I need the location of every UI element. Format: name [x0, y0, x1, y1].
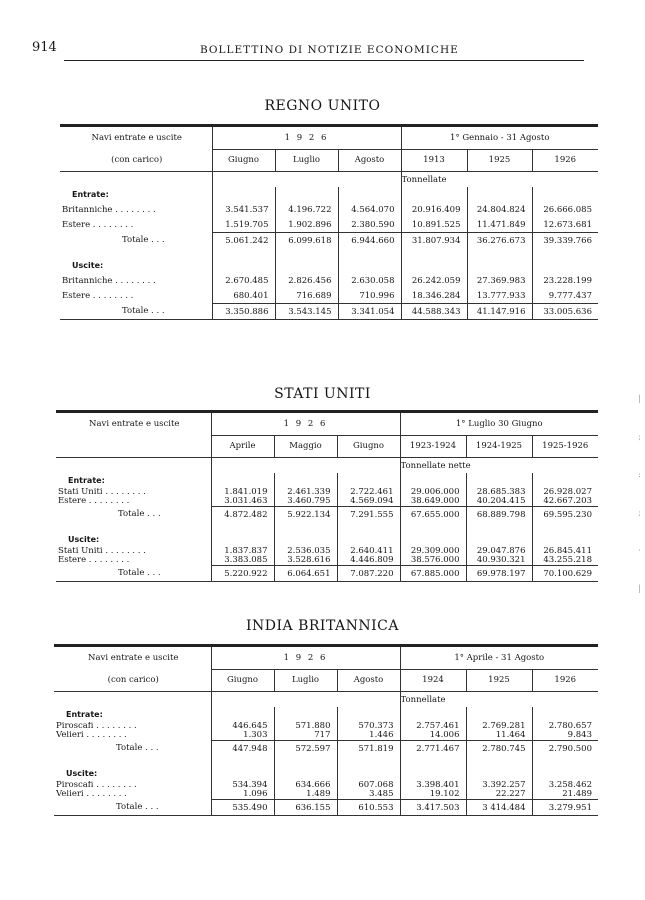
value-cell: 634.666 — [274, 781, 337, 790]
blank-cell — [466, 766, 532, 781]
column-header: 1925 — [467, 149, 532, 172]
entrate-label: Entrate: — [66, 710, 103, 719]
table-row — [60, 217, 598, 233]
blank-cell — [532, 756, 598, 766]
total-row — [60, 304, 598, 320]
value-cell: 7.291.555 — [337, 507, 400, 523]
value-cell: 1.303 — [211, 731, 274, 741]
value-cell: 610.553 — [337, 800, 400, 816]
blank-cell — [400, 473, 466, 488]
value-cell: 38.649.000 — [400, 497, 466, 507]
unit-label: Tonnellate — [400, 692, 598, 708]
value-cell: 1.489 — [274, 790, 337, 800]
blank-cell — [337, 473, 400, 488]
value-cell: 2.630.058 — [338, 273, 401, 288]
value-cell: 4.446.809 — [337, 556, 400, 566]
value-cell: 4.196.722 — [275, 202, 338, 217]
stat-table — [56, 410, 598, 582]
value-cell: 636.155 — [274, 800, 337, 816]
value-cell: 3.543.145 — [275, 304, 338, 320]
value-cell: 26.242.059 — [401, 273, 467, 288]
value-cell: 3.383.085 — [211, 556, 274, 566]
blank-cell — [337, 522, 400, 532]
blank-cell — [274, 473, 337, 488]
value-cell: 13.777.933 — [467, 288, 532, 304]
row-label: Estere . . . . . . . . — [58, 556, 130, 566]
value-cell: 67.885.000 — [400, 566, 466, 582]
blank-cell — [211, 522, 274, 532]
blank-cell — [466, 756, 532, 766]
blank-cell — [400, 522, 466, 532]
value-cell: 22.227 — [466, 790, 532, 800]
value-cell: 680.401 — [212, 288, 275, 304]
section-title-regno-unito: REGNO UNITO — [264, 98, 381, 114]
row-label: Totale . . . — [118, 509, 161, 520]
value-cell: 3.258.462 — [532, 781, 598, 790]
value-cell: 1.446 — [337, 731, 400, 741]
blank-cell — [400, 532, 466, 547]
value-cell: 26.666.085 — [532, 202, 598, 217]
stat-table — [54, 644, 598, 816]
blank-cell — [532, 522, 598, 532]
value-cell: 3.541.537 — [212, 202, 275, 217]
group-header-period: 1° Gennaio - 31 Agosto — [401, 126, 598, 150]
value-cell: 2.536.035 — [274, 547, 337, 556]
value-cell: 2.640.411 — [337, 547, 400, 556]
table-row — [60, 273, 598, 288]
column-header: 1925-1926 — [532, 435, 598, 458]
value-cell: 6.099.618 — [275, 233, 338, 249]
value-cell: 1.096 — [211, 790, 274, 800]
table-row — [54, 722, 598, 731]
blank-cell — [467, 248, 532, 258]
blank-cell — [211, 692, 400, 708]
column-header: Giugno — [212, 149, 275, 172]
value-cell: 12.673.681 — [532, 217, 598, 233]
table-row — [60, 288, 598, 304]
value-cell: 1.841.019 — [211, 488, 274, 497]
blank-cell — [56, 522, 211, 532]
table-row — [56, 488, 598, 497]
blank-cell — [401, 187, 467, 202]
value-cell: 3.350.886 — [212, 304, 275, 320]
value-cell: 572.597 — [274, 741, 337, 757]
value-cell: 26.845.411 — [532, 547, 598, 556]
blank-cell — [212, 258, 275, 273]
value-cell: 28.685.383 — [466, 488, 532, 497]
column-header: Giugno — [337, 435, 400, 458]
blank-cell — [401, 258, 467, 273]
value-cell: 3.398.401 — [400, 781, 466, 790]
blank-cell — [211, 532, 274, 547]
group-header-period: 1° Luglio 30 Giugno — [400, 412, 598, 436]
value-cell: 5.220.922 — [211, 566, 274, 582]
value-cell: 11.471.849 — [467, 217, 532, 233]
value-cell: 534.394 — [211, 781, 274, 790]
value-cell: 39.339.766 — [532, 233, 598, 249]
value-cell: 2.790.500 — [532, 741, 598, 757]
column-header: Giugno — [211, 669, 274, 692]
column-header: Agosto — [338, 149, 401, 172]
value-cell: 27.369.983 — [467, 273, 532, 288]
row-header-label: Navi entrate e uscite — [54, 646, 211, 670]
row-label: Totale . . . — [122, 235, 165, 246]
row-label: Piroscafi . . . . . . . . — [56, 781, 137, 790]
value-cell: 4.569.094 — [337, 497, 400, 507]
value-cell: 41.147.916 — [467, 304, 532, 320]
value-cell: 2.780.657 — [532, 722, 598, 731]
value-cell: 570.373 — [337, 722, 400, 731]
blank-cell — [274, 522, 337, 532]
value-cell: 44.588.343 — [401, 304, 467, 320]
blank-cell — [275, 248, 338, 258]
column-header: 1913 — [401, 149, 467, 172]
value-cell: 9.843 — [532, 731, 598, 741]
value-cell: 571.880 — [274, 722, 337, 731]
column-header: 1926 — [532, 669, 598, 692]
value-cell: 38.576.000 — [400, 556, 466, 566]
blank-cell — [212, 172, 401, 188]
blank-cell — [467, 258, 532, 273]
blank-cell — [211, 473, 274, 488]
entrate-label: Entrate: — [72, 190, 109, 199]
blank-cell — [211, 707, 274, 722]
column-header: 1926 — [532, 149, 598, 172]
blank-cell — [532, 473, 598, 488]
blank-cell — [337, 707, 400, 722]
value-cell: 6.064.651 — [274, 566, 337, 582]
value-cell: 2.826.456 — [275, 273, 338, 288]
value-cell: 3.279.951 — [532, 800, 598, 816]
value-cell: 2.380.590 — [338, 217, 401, 233]
value-cell: 571.819 — [337, 741, 400, 757]
blank-cell — [275, 258, 338, 273]
value-cell: 6.944.660 — [338, 233, 401, 249]
uscite-label: Uscite: — [68, 535, 100, 544]
value-cell: 29.047.876 — [466, 547, 532, 556]
value-cell: 710.996 — [338, 288, 401, 304]
row-label: Piroscafi . . . . . . . . — [56, 722, 137, 731]
blank-cell — [274, 532, 337, 547]
value-cell: 607.068 — [337, 781, 400, 790]
value-cell: 14.006 — [400, 731, 466, 741]
group-header-period: 1° Aprile - 31 Agosto — [400, 646, 598, 670]
row-header-label: Navi entrate e uscite — [60, 126, 212, 150]
total-row — [56, 507, 598, 523]
row-label: Velieri . . . . . . . . — [56, 731, 127, 741]
row-header-label: Navi entrate e uscite — [56, 412, 211, 436]
row-label: Totale . . . — [60, 304, 212, 320]
table-row — [54, 731, 598, 741]
row-label: Estere . . . . . . . . — [62, 219, 134, 230]
value-cell: 29.309.000 — [400, 547, 466, 556]
value-cell: 3.528.616 — [274, 556, 337, 566]
blank-cell — [211, 766, 274, 781]
value-cell: 31.807.934 — [401, 233, 467, 249]
column-header: Maggio — [274, 435, 337, 458]
value-cell: 20.916.409 — [401, 202, 467, 217]
value-cell: 535.490 — [211, 800, 274, 816]
value-cell: 33.005.636 — [532, 304, 598, 320]
value-cell: 3.031.463 — [211, 497, 274, 507]
value-cell: 2.722.461 — [337, 488, 400, 497]
row-label: Estere . . . . . . . . — [62, 290, 134, 301]
value-cell: 24.804.824 — [467, 202, 532, 217]
value-cell: 42.667.203 — [532, 497, 598, 507]
value-cell: 2.757.461 — [400, 722, 466, 731]
row-label: Totale . . . — [116, 743, 159, 754]
margin-marks: | ; : ; · | — [638, 394, 641, 593]
value-cell: 1.837.837 — [211, 547, 274, 556]
value-cell: 3.485 — [337, 790, 400, 800]
row-label: Estere . . . . . . . . — [58, 497, 130, 507]
value-cell: 716.689 — [275, 288, 338, 304]
blank-cell — [274, 707, 337, 722]
value-cell: 446.645 — [211, 722, 274, 731]
value-cell: 68.889.798 — [466, 507, 532, 523]
column-header: Luglio — [275, 149, 338, 172]
row-label: Velieri . . . . . . . . — [56, 790, 127, 800]
value-cell: 5.922.134 — [274, 507, 337, 523]
blank-cell — [212, 187, 275, 202]
blank-cell — [338, 248, 401, 258]
section-title-india-britannica: INDIA BRITANNICA — [246, 618, 399, 634]
total-row — [54, 800, 598, 816]
blank-cell — [400, 766, 466, 781]
value-cell: 717 — [274, 731, 337, 741]
blank-cell — [274, 756, 337, 766]
uscite-label: Uscite: — [72, 261, 104, 270]
blank-cell — [212, 248, 275, 258]
blank-cell — [532, 258, 598, 273]
page-number: 914 — [32, 40, 57, 55]
blank-cell — [532, 532, 598, 547]
blank-cell — [337, 532, 400, 547]
entrate-label: Entrate: — [68, 476, 105, 485]
section-title-stati-uniti: STATI UNITI — [274, 386, 371, 402]
value-cell: 2.771.467 — [400, 741, 466, 757]
blank-cell — [54, 692, 211, 708]
blank-cell — [337, 766, 400, 781]
value-cell: 70.100.629 — [532, 566, 598, 582]
value-cell: 19.102 — [400, 790, 466, 800]
blank-cell — [60, 248, 212, 258]
total-row — [60, 233, 598, 249]
stat-table — [60, 124, 598, 320]
blank-cell — [274, 766, 337, 781]
value-cell: 2.461.339 — [274, 488, 337, 497]
value-cell: 29.006.000 — [400, 488, 466, 497]
column-header: Agosto — [337, 669, 400, 692]
value-cell: 9.777.437 — [532, 288, 598, 304]
value-cell: 3.392.257 — [466, 781, 532, 790]
blank-cell — [400, 756, 466, 766]
value-cell: 4.564.070 — [338, 202, 401, 217]
value-cell: 3 414.484 — [466, 800, 532, 816]
group-header-current-year: 1 9 2 6 — [211, 646, 400, 670]
blank-cell — [466, 707, 532, 722]
value-cell: 5.061.242 — [212, 233, 275, 249]
value-cell: 40.930.321 — [466, 556, 532, 566]
blank-cell — [466, 532, 532, 547]
value-cell: 1.902.896 — [275, 217, 338, 233]
value-cell: 4.872.482 — [211, 507, 274, 523]
value-cell: 26.928.027 — [532, 488, 598, 497]
value-cell: 69.978.197 — [466, 566, 532, 582]
value-cell: 23.228.199 — [532, 273, 598, 288]
unit-label: Tonnellate — [401, 172, 598, 188]
row-label: Stati Uniti . . . . . . . . — [58, 488, 146, 497]
blank-cell — [400, 707, 466, 722]
column-header: 1923-1924 — [400, 435, 466, 458]
table-row — [56, 497, 598, 507]
blank-cell — [56, 458, 211, 474]
running-title: BOLLETTINO DI NOTIZIE ECONOMICHE — [200, 44, 459, 56]
unit-label: Tonnellate nette — [400, 458, 598, 474]
uscite-label: Uscite: — [66, 769, 98, 778]
group-header-current-year: 1 9 2 6 — [212, 126, 401, 150]
value-cell: 3.460.795 — [274, 497, 337, 507]
value-cell: 447.948 — [211, 741, 274, 757]
blank-cell — [337, 756, 400, 766]
table-row — [54, 790, 598, 800]
column-header: 1924-1925 — [466, 435, 532, 458]
blank-cell — [211, 756, 274, 766]
blank-cell — [54, 756, 211, 766]
value-cell: 2.670.485 — [212, 273, 275, 288]
table-row — [54, 781, 598, 790]
row-label: Britanniche . . . . . . . . — [62, 275, 156, 286]
row-header-sublabel: (con carico) — [60, 149, 212, 172]
blank-cell — [60, 172, 212, 188]
blank-cell — [338, 258, 401, 273]
value-cell: 2.780.745 — [466, 741, 532, 757]
value-cell: 10.891.525 — [401, 217, 467, 233]
table-row — [56, 547, 598, 556]
row-label: Britanniche . . . . . . . . — [62, 204, 156, 215]
blank-cell — [532, 187, 598, 202]
row-label: Totale . . . — [54, 800, 211, 816]
blank-cell — [532, 707, 598, 722]
header-rule — [64, 60, 584, 61]
value-cell: 3.417.503 — [400, 800, 466, 816]
column-header: 1925 — [466, 669, 532, 692]
value-cell: 11.464 — [466, 731, 532, 741]
value-cell: 18.346.284 — [401, 288, 467, 304]
blank-cell — [466, 522, 532, 532]
table-row — [60, 202, 598, 217]
blank-cell — [467, 187, 532, 202]
value-cell: 36.276.673 — [467, 233, 532, 249]
value-cell: 7.087.220 — [337, 566, 400, 582]
total-row — [56, 566, 598, 582]
blank-cell — [532, 766, 598, 781]
blank-cell — [466, 473, 532, 488]
value-cell: 2.769.281 — [466, 722, 532, 731]
row-label: Stati Uniti . . . . . . . . — [58, 547, 146, 556]
blank-cell — [338, 187, 401, 202]
value-cell: 43.255.218 — [532, 556, 598, 566]
value-cell: 67.655.000 — [400, 507, 466, 523]
column-header: Aprile — [211, 435, 274, 458]
total-row — [54, 741, 598, 757]
group-header-current-year: 1 9 2 6 — [211, 412, 400, 436]
table-row — [56, 556, 598, 566]
column-header: 1924 — [400, 669, 466, 692]
row-label: Totale . . . — [56, 566, 211, 582]
column-header: Luglio — [274, 669, 337, 692]
blank-cell — [532, 248, 598, 258]
value-cell: 69.595.230 — [532, 507, 598, 523]
value-cell: 40.204.415 — [466, 497, 532, 507]
value-cell: 1.519.705 — [212, 217, 275, 233]
row-header-sublabel: (con carico) — [54, 669, 211, 692]
blank-cell — [401, 248, 467, 258]
blank-cell — [275, 187, 338, 202]
value-cell: 21.489 — [532, 790, 598, 800]
blank-cell — [211, 458, 400, 474]
value-cell: 3.341.054 — [338, 304, 401, 320]
row-header-sublabel — [56, 435, 211, 458]
